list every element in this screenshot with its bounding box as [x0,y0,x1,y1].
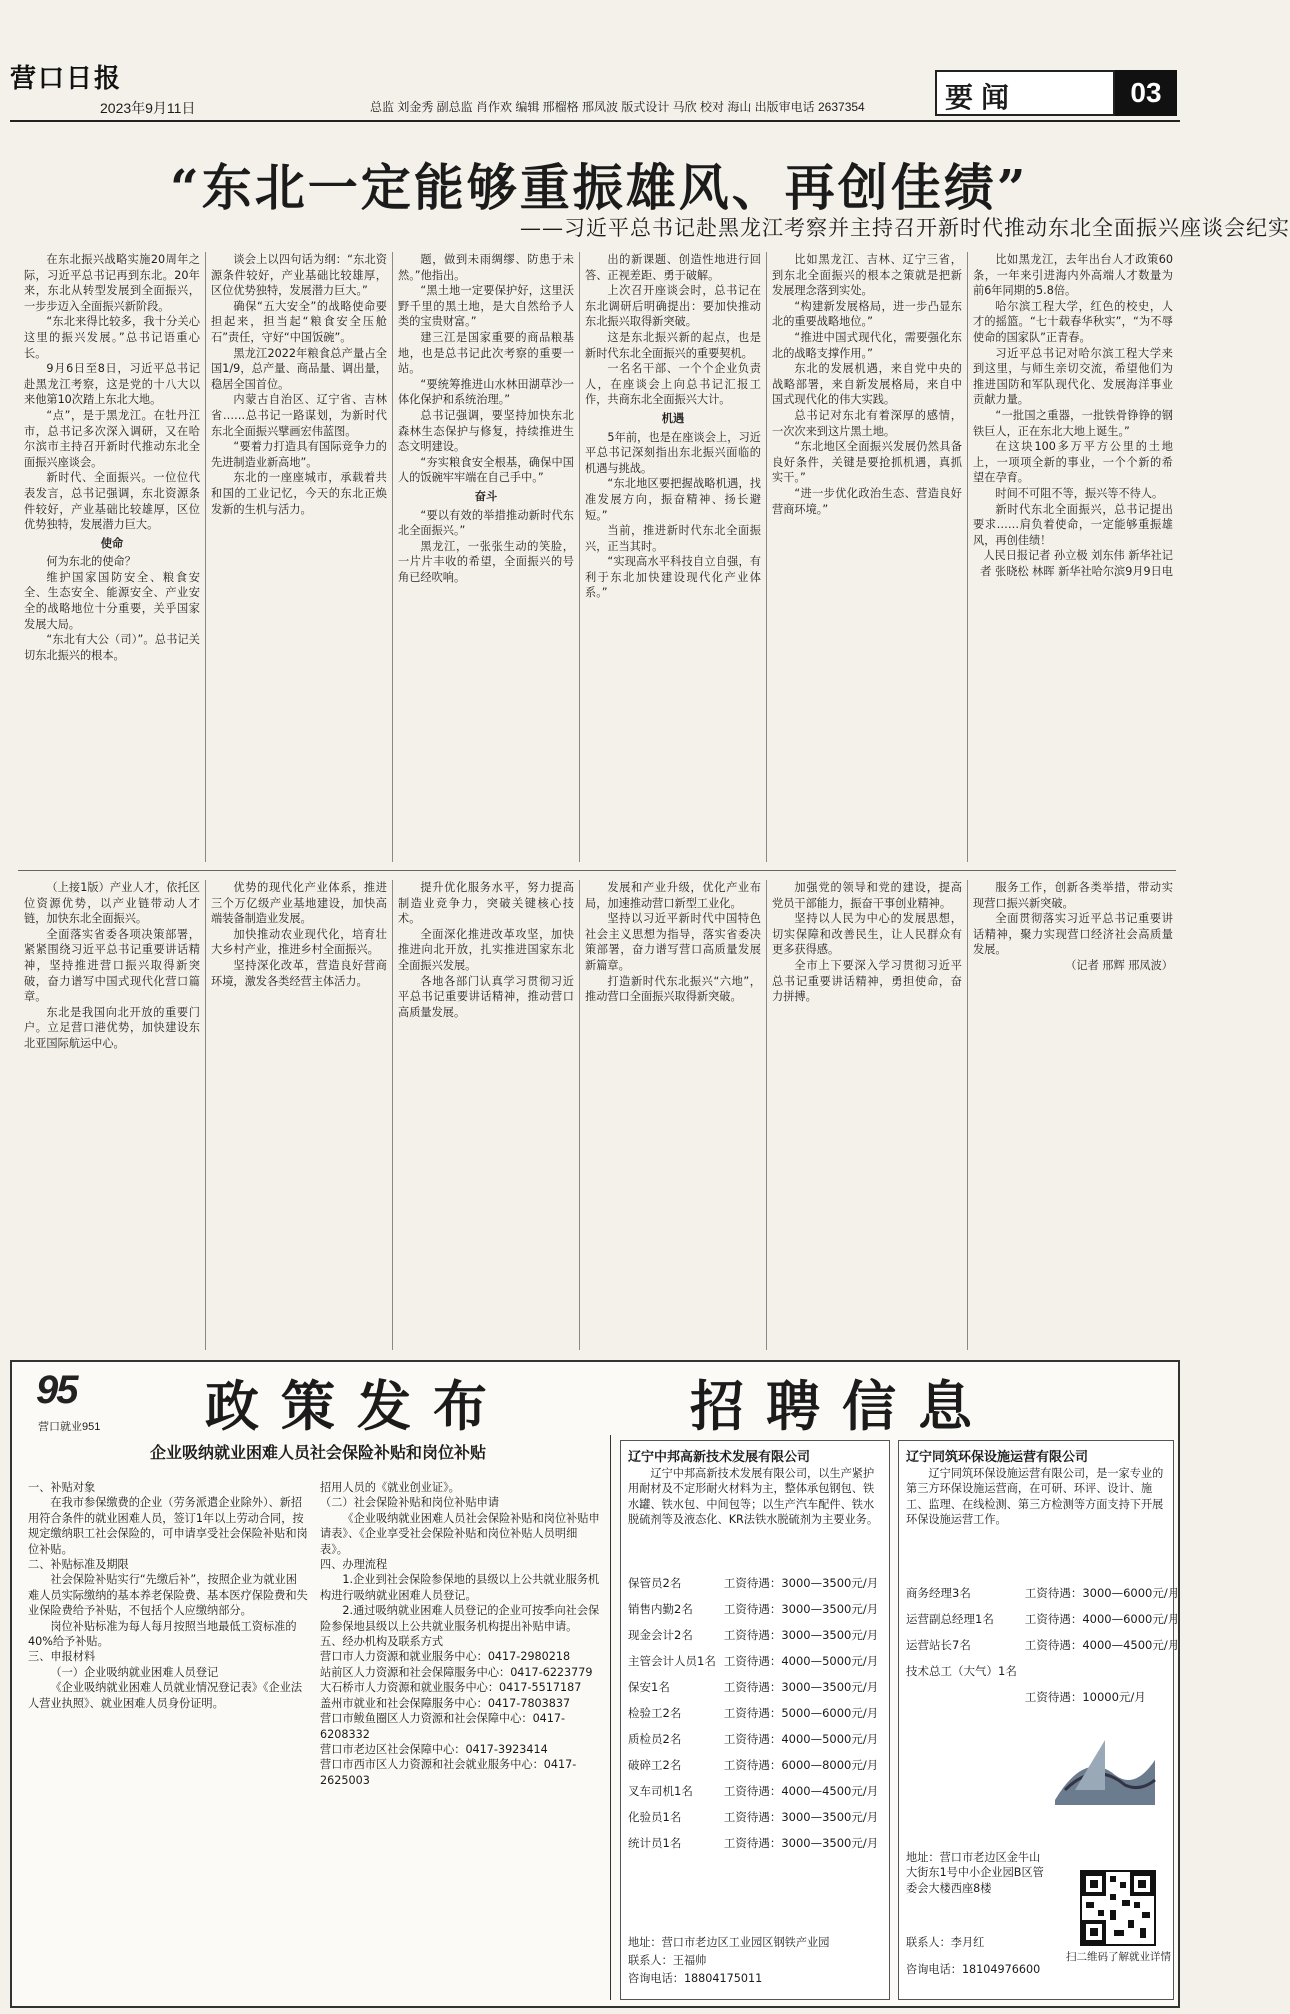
article-column-5 [772,252,962,862]
job-row [902,1606,1183,1632]
paragraph: 在我市参保缴费的企业（劳务派遣企业除外）、新招用符合条件的就业困难人员，签订1年以上劳动合同，按规定缴纳职工社会保险的，可申请享受社会保险补贴和岗位补贴。 [28,1496,308,1556]
column-divider [766,880,767,1350]
job-salary: 工资待遇：3000—3500元/月 [723,1602,879,1616]
paragraph: 加快推动农业现代化，培育壮大乡村产业，推进乡村全面振兴。 [211,927,387,957]
article-column-3 [398,252,574,862]
paragraph: 加强党的领导和党的建设，提高党员干部能力，振奋干事创业精神。 [772,881,962,910]
paragraph: 总书记强调，要坚持加快东北森林生态保护与修复，持续推进生态文明建设。 [398,408,574,454]
paragraph: 东北是我国向北开放的重要门户。立足营口港优势，加快建设东北亚国际航运中心。 [24,1005,200,1050]
paragraph: “东北地区全面振兴发展仍然具备良好条件，关键是要抢抓机遇，真抓实干。” [772,440,962,485]
paragraph: 谈会上以四句话为纲：“东北资源条件较好，产业基础比较雄厚，区位优势独特，发展潜力巨大。” [211,253,387,298]
policy-heading: 五、经办机构及联系方式 [320,1635,444,1649]
paragraph: （一）企业吸纳就业困难人员登记 [50,1665,219,1679]
policy-heading: 一、补贴对象 [28,1481,96,1494]
company-2-intro: 辽宁同筑环保设施运营有限公司，是一家专业的第三方环保设施运营商，在可研、环评、设计、施工、监理、在线检测、第三方检测等方面支持下开展环保设施运营工作。 [906,1467,1164,1527]
article-column-1 [24,252,200,862]
page-number: 03 [1115,70,1177,116]
job-salary: 工资待遇：3000—6000元/月 [1024,1586,1180,1600]
paragraph: 5年前，也是在座谈会上，习近平总书记深刻指出东北振兴面临的机遇与挑战。 [585,430,761,475]
contact-line: 营口市鲅鱼圈区人力资源和社会保障中心：0417-6208332 [320,1712,566,1741]
job-row [902,1580,1183,1606]
paragraph: 在这块100多万平方公里的土地上，一项项全新的事业，一个个新的希望在孕育。 [973,440,1173,485]
paragraph: 黑龙江，一张张生动的笑脸，一片片丰收的希望，全面振兴的号角已经吹响。 [398,539,574,584]
lower-column-5 [772,880,962,1350]
job-salary: 工资待遇：3000—3500元/月 [723,1680,879,1694]
contact-line: 大石桥市人力资源和就业服务中心：0417-5517187 [320,1681,582,1695]
paragraph: 1.企业到社会保险参保地的县级以上公共就业服务机构进行吸纳就业困难人员登记。 [320,1573,600,1602]
job-title: 运营站长7名 [906,1638,971,1652]
qr-code-icon[interactable] [1080,1870,1156,1946]
section-subheading: 奋斗 [474,489,498,503]
column-divider [766,252,767,862]
paragraph: 《企业吸纳就业困难人员社会保险补贴和岗位补贴申请表》、《企业享受社会保险补贴和岗位补贴人员明细表》。 [320,1511,600,1556]
paragraph: 东北的发展机遇，来自党中央的战略部署，来自新发展格局，来自中国式现代化的伟大实践。 [772,362,962,407]
company-1-job-table [624,1570,882,1856]
job-row [902,1632,1183,1658]
newspaper-masthead: 营口日报 [10,64,123,94]
lower-column-3 [398,880,574,1350]
paragraph: 黑龙江2022年粮食总产量占全国1/9，总产量、商品量、调出量，稳居全国首位。 [211,346,387,391]
column-divider [392,252,393,862]
article-byline: （记者 邢辉 邢凤波） [1065,958,1173,972]
job-salary: 工资待遇：10000元/月 [1024,1690,1146,1704]
paragraph: “黑土地一定要保护好，这里沃野千里的黑土地，是大自然给予人类的宝贵财富。” [398,284,574,329]
job-title: 统计员1名 [628,1836,682,1850]
job-title: 现金会计2名 [628,1628,693,1642]
job-row [624,1752,882,1778]
wave-sail-graphic [1045,1730,1165,1820]
job-title: 保管员2名 [628,1576,682,1590]
paragraph: 确保“五大安全”的战略使命要担起来，担当起“粮食安全压舱石”责任，守好“中国饭碗”。 [211,299,387,344]
paragraph: 招用人员的《就业创业证》。 [320,1481,460,1494]
jobs-title: 招聘信息 [690,1374,994,1438]
paragraph: 坚持以人民为中心的发展思想，切实保障和改善民生，让人民群众有更多获得感。 [772,912,962,957]
job-salary: 工资待遇：3000—3500元/月 [723,1836,879,1850]
article-column-2 [211,252,387,862]
job-title: 检验工2名 [628,1706,682,1720]
ad-divider [610,1435,611,2000]
job-salary: 工资待遇：3000—3500元/月 [723,1810,879,1824]
paragraph: 哈尔滨工程大学，红色的校史，人才的摇篮。“七十载春华秋实”，“为不辱使命的国家队”正青春。 [973,299,1173,344]
contact-line: 营口市人力资源和就业服务中心：0417-2980218 [320,1650,571,1664]
job-salary: 工资待遇：3000—3500元/月 [723,1576,879,1590]
paragraph: （上接1版）产业人才，依托区位资源优势，以产业链带动人才链，加快东北全面振兴。 [24,881,200,926]
job-salary: 工资待遇：4000—4500元/月 [1024,1638,1180,1652]
job-row [624,1622,882,1648]
paragraph: 当前，推进新时代东北全面振兴，正当其时。 [585,524,761,553]
column-divider [967,252,968,862]
job-salary: 工资待遇：4000—5000元/月 [723,1654,879,1668]
section-separator [18,870,1176,871]
company-1-intro: 辽宁中邦高新技术发展有限公司，以生产紧护用耐材及不定形耐火材料为主，整体承包钢包、铁水罐、铁水包、中间包等；以生产汽车配件、铁水脱硫剂等及液态化、KR法铁水脱硫剂为主要业务。 [628,1467,879,1527]
job-salary: 工资待遇：4000—6000元/月 [1024,1612,1180,1626]
policy-heading: 四、办理流程 [320,1558,388,1572]
job-title: 运营副总经理1名 [906,1612,994,1626]
contact-line: 盖州市就业和社会保障服务中心：0417-7803837 [320,1696,571,1710]
paragraph: 9月6日至8日，习近平总书记赴黑龙江考察，这是党的十八大以来他第10次踏上东北大地。 [24,362,200,407]
header-rule [10,120,1180,122]
job-row [624,1570,882,1596]
paragraph: “实现高水平科技自立自强，有利于东北加快建设现代化产业体系。” [585,555,761,600]
editorial-staff: 总监 刘金秀 副总监 肖作欢 编辑 邢榴格 邢凤波 版式设计 马欣 校对 海山 出版审电话 2637354 [370,100,865,114]
paragraph: 比如黑龙江，去年出台人才政策60条，一年来引进海内外高端人才数量为前6年同期的5.8倍。 [973,253,1173,298]
job-fair-logo: 95 [36,1368,77,1412]
job-title: 销售内勤2名 [628,1602,693,1616]
column-divider [205,880,206,1350]
company-2-name: 辽宁同筑环保设施运营有限公司 [906,1450,1089,1465]
job-title: 质检员2名 [628,1732,682,1746]
paragraph: 在东北振兴战略实施20周年之际，习近平总书记再到东北。20年来，东北从转型发展到全面振兴，一步步迈入全面振兴新阶段。 [24,253,200,313]
job-row [624,1596,882,1622]
job-salary: 工资待遇：4000—4500元/月 [723,1784,879,1798]
job-title: 化验员1名 [628,1810,682,1824]
article-byline: 人民日报记者 孙立极 刘东伟 新华社记者 张晓松 林晖 新华社哈尔滨9月9日电 [980,549,1173,578]
job-title: 技术总工（大气）1名 [906,1664,1017,1678]
job-row [624,1648,882,1674]
paragraph: “夯实粮食安全根基，确保中国人的饭碗牢牢端在自己手中。” [398,455,574,485]
paragraph: “推进中国式现代化，需要强化东北的战略支撑作用。” [772,330,962,360]
policy-column-1 [28,1480,308,2000]
paragraph: 全面深化推进改革攻坚，加快推进向北开放，扎实推进国家东北全面振兴发展。 [398,927,574,972]
contact-line: 营口市西市区人力资源和社会就业服务中心：0417-2625003 [320,1758,577,1787]
policy-heading: （二）社会保险补贴和岗位补贴申请 [320,1496,500,1510]
column-divider [579,252,580,862]
paragraph: “构建新发展格局，进一步凸显东北的重要战略地位。” [772,299,962,329]
job-salary: 工资待遇：3000—3500元/月 [723,1628,879,1642]
section-name: 要闻 [945,81,1018,114]
paragraph: 上次召开座谈会时，总书记在东北调研后明确提出：要加快推动东北振兴取得新突破。 [585,284,761,329]
paragraph: 习近平总书记对哈尔滨工程大学来到这里，与师生亲切交流，希望他们为推进国防和军队现代化、发展海洋事业贡献力量。 [973,346,1173,407]
qr-caption: 扫二维码了解就业详情 [1066,1951,1171,1963]
paragraph: “要以有效的举措推动新时代东北全面振兴。” [398,508,574,538]
paragraph: “一批国之重器，一批铁骨铮铮的钢铁巨人，正在东北大地上诞生。” [973,408,1173,438]
company-2-job-table [902,1580,1183,1710]
company-2-phone: 咨询电话：18104976600 [906,1963,1041,1976]
company-2-contact: 联系人：李月红 [906,1936,985,1949]
job-row [624,1726,882,1752]
section-subheading: 使命 [100,536,124,550]
company-1-address: 地址：营口市老边区工业园区钢铁产业园 [628,1936,830,1949]
job-row [624,1674,882,1700]
paragraph: “要着力打造具有国际竞争力的先进制造业新高地”。 [211,440,387,469]
lower-column-6 [973,880,1173,1350]
paragraph: “东北地区要把握战略机遇，找准发展方向，振奋精神、扬长避短。” [585,477,761,522]
contact-line: 营口市老边区社会保障中心：0417-3923414 [320,1742,548,1756]
company-2-address: 地址：营口市老边区金牛山大街东1号中小企业园B区管委会大楼西座8楼 [906,1851,1044,1895]
paragraph: “要统筹推进山水林田湖草沙一体化保护和系统治理。” [398,377,574,407]
paragraph: 坚持深化改革，营造良好营商环境，激发各类经营主体活力。 [211,958,387,988]
lower-column-2 [211,880,387,1350]
paragraph: 出的新课题、创造性地进行回答、正视差距、勇于破解。 [585,253,761,282]
policy-column-2 [320,1480,600,2000]
company-1-phone: 咨询电话：18804175011 [628,1972,763,1985]
paragraph: 发展和产业升级，优化产业布局，加速推动营口新型工业化。 [585,881,761,910]
paragraph: 内蒙古自治区、辽宁省、吉林省……总书记一路谋划，为新时代东北全面振兴擘画宏伟蓝图。 [211,393,387,438]
paragraph: 何为东北的使命？ [46,555,136,569]
paragraph: 打造新时代东北振兴“六地”，推动营口全面振兴取得新突破。 [585,974,761,1004]
paragraph: 全面贯彻落实习近平总书记重要讲话精神，聚力实现营口经济社会高质量发展。 [973,912,1173,957]
paragraph: 提升优化服务水平，努力提高制造业竞争力，突破关键核心技术。 [398,881,574,926]
job-title: 叉车司机1名 [628,1784,693,1798]
paragraph: “点”，是于黑龙江。在牡丹江市，总书记多次深入调研，又在哈尔滨市主持召开新时代推动东北全面振兴座谈会。 [24,408,200,469]
contact-line: 站前区人力资源和社会保障服务中心：0417-6223779 [320,1665,593,1679]
lower-column-4 [585,880,761,1350]
paragraph: 社会保险补贴实行“先缴后补”，按照企业为就业困难人员实际缴纳的基本养老保险费、基本医疗保险费和失业保险费给予补贴，不包括个人应缴纳部分。 [28,1573,308,1618]
paragraph: 全市上下要深入学习贯彻习近平总书记重要讲话精神，勇担使命，奋力拼搏。 [772,958,962,1004]
job-row [902,1684,1183,1710]
paragraph: 2.通过吸纳就业困难人员登记的企业可按季向社会保险参保地县级以上公共就业服务机构提出补贴申请。 [320,1604,600,1633]
paragraph: 全面落实省委各项决策部署，紧紧围绕习近平总书记重要讲话精神，坚持推进营口振兴取得新突破，奋力谱写中国式现代化营口篇章。 [24,927,200,1004]
paragraph: 各地各部门认真学习贯彻习近平总书记重要讲话精神，推动营口高质量发展。 [398,974,574,1019]
job-row [624,1830,882,1856]
paragraph: 这是东北振兴新的起点，也是新时代东北全面振兴的重要契机。 [585,330,761,360]
paragraph: 东北的一座座城市，承载着共和国的工业记忆，今天的东北正焕发新的生机与活力。 [211,471,387,516]
paragraph: 总书记对东北有着深厚的感情，一次次来到这片黑土地。 [772,408,962,438]
paragraph: 建三江是国家重要的商品粮基地，也是总书记此次考察的重要一站。 [398,330,574,376]
job-salary [1021,1658,1183,1684]
paragraph: 维护国家国防安全、粮食安全、生态安全、能源安全、产业安全的战略地位十分重要，关乎国家发展大局。 [24,570,200,631]
policy-title: 政策发布 [205,1374,509,1438]
paragraph: 《企业吸纳就业困难人员就业情况登记表》《企业法人营业执照》、就业困难人员身份证明。 [28,1681,303,1710]
job-title [902,1684,1021,1710]
paragraph: 时间不可阻不等，振兴等不待人。 [995,486,1164,500]
column-divider [579,880,580,1350]
job-fair-logo-text: 营口就业951 [38,1421,101,1433]
paragraph: 题，做到未雨绸缪、防患于未然。”他指出。 [398,253,574,282]
column-divider [392,880,393,1350]
article-subheadline: ——习近平总书记赴黑龙江考察并主持召开新时代推动东北全面振兴座谈会纪实 [520,216,1290,240]
paragraph: “进一步优化政治生态、营造良好营商环境。” [772,486,962,516]
job-title: 破碎工2名 [628,1758,682,1772]
job-title: 保安1名 [628,1680,670,1694]
policy-heading: 三、申报材料 [28,1650,96,1664]
paragraph: “东北来得比较多，我十分关心这里的振兴发展。”总书记语重心长。 [24,315,200,360]
job-row [624,1700,882,1726]
paragraph: 服务工作，创新各类举措，带动实现营口振兴新突破。 [973,881,1173,910]
paragraph: 优势的现代化产业体系，推进三个万亿级产业基地建设，加快高端装备制造业发展。 [211,881,387,926]
section-subheading: 机遇 [661,411,685,425]
article-column-4 [585,252,761,862]
job-salary: 工资待遇：4000—5000元/月 [723,1732,879,1746]
company-1-contact: 联系人：王福帅 [628,1954,707,1967]
lower-column-1 [24,880,200,1350]
paragraph: 坚持以习近平新时代中国特色社会主义思想为指导，落实省委决策部署，奋力谱写营口高质量发展新篇章。 [585,912,761,972]
column-divider [205,252,206,862]
job-row [624,1778,882,1804]
paragraph: 比如黑龙江、吉林、辽宁三省，到东北全面振兴的根本之策就是把新发展理念落到实处。 [772,253,962,298]
policy-subtitle: 企业吸纳就业困难人员社会保险补贴和岗位补贴 [150,1443,487,1462]
column-divider [967,880,968,1350]
paragraph: 岗位补贴标准为每人每月按照当地最低工资标准的40%给予补贴。 [28,1619,297,1649]
paragraph: 一名名干部、一个个企业负责人，在座谈会上向总书记汇报工作，共商东北全面振兴大计。 [585,362,761,407]
paragraph: 新时代、全面振兴。一位位代表发言，总书记强调，东北资源条件较好，产业基础比较雄厚，区位优势独特，发展潜力巨大。 [24,471,200,532]
paragraph: “东北有大公（司）”。总书记关切东北振兴的根本。 [24,633,200,662]
job-title: 商务经理3名 [906,1586,971,1600]
paragraph: 新时代东北全面振兴，总书记提出要求……肩负着使命，一定能够重振雄风，再创佳绩！ [973,502,1173,547]
job-row [624,1804,882,1830]
job-title: 主管会计人员1名 [628,1654,716,1668]
job-salary: 工资待遇：5000—6000元/月 [723,1706,879,1720]
job-row [902,1658,1183,1684]
issue-date: 2023年9月11日 [100,100,196,116]
article-headline: “东北一定能够重振雄风、再创佳绩” [170,158,1029,217]
policy-heading: 二、补贴标准及期限 [28,1558,129,1572]
company-1-name: 辽宁中邦高新技术发展有限公司 [628,1450,811,1465]
job-salary: 工资待遇：6000—8000元/月 [723,1758,879,1772]
article-column-6 [973,252,1173,862]
